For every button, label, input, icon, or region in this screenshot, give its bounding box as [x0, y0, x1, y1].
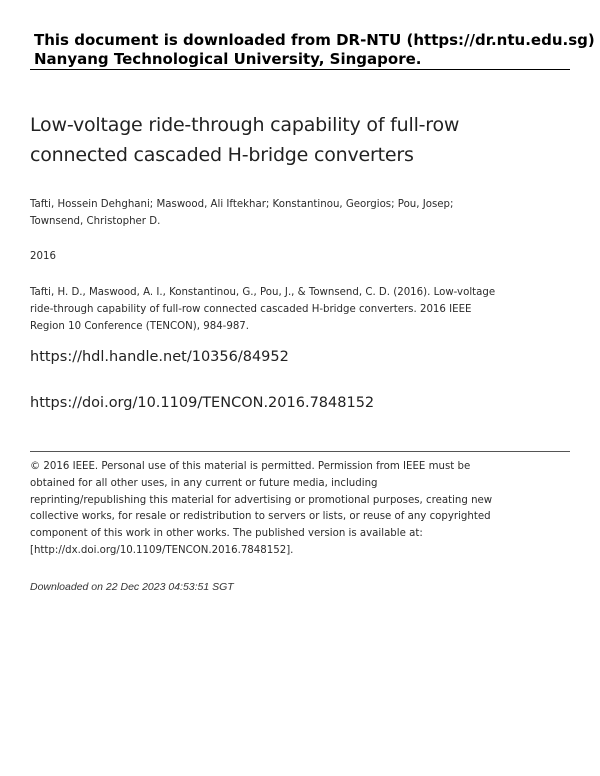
copyright-line-3: reprinting/republishing this material for advertising or promotional purposes, creating new [30, 494, 493, 506]
document-title [30, 110, 550, 170]
repository-header-line-2: Nanyang Technological University, Singapore. [34, 50, 422, 68]
citation-line-2: ride-through capability of full-row connected cascaded H-bridge converters. 2016 IEEE [30, 304, 472, 315]
citation-line-3: Region 10 Conference (TENCON), 984-987. [30, 321, 250, 332]
handle-link[interactable]: https://hdl.handle.net/10356/84952 [30, 349, 289, 365]
copyright-notice [30, 459, 492, 560]
copyright-line-1: © 2016 IEEE. Personal use of this material is permitted. Permission from IEEE must be [30, 461, 471, 472]
copyright-line-5: component of this work in other works. The published version is available at: [30, 528, 423, 540]
citation-line-1: Tafti, H. D., Maswood, A. I., Konstantinou, G., Pou, J., & Townsend, C. D. (2016). Low-voltage [30, 287, 496, 298]
download-timestamp: Downloaded on 22 Dec 2023 04:53:51 SGT [30, 581, 234, 593]
publication-year-text: 2016 [30, 251, 56, 262]
doi-link[interactable]: https://doi.org/10.1109/TENCON.2016.7848152 [30, 395, 375, 411]
repository-header-line-1: This document is downloaded from DR-NTU (https://dr.ntu.edu.sg) [34, 31, 595, 49]
document-title-line-1: Low-voltage ride-through capability of full-row [30, 114, 460, 136]
author-list-line-1: Tafti, Hossein Dehghani; Maswood, Ali Iftekhar; Konstantinou, Georgios; Pou, Josep; [30, 199, 454, 210]
copyright-line-4: collective works, for resale or redistribution to servers or lists, or reuse of any copyrighted [30, 511, 491, 523]
copyright-line-6[interactable]: [http://dx.doi.org/10.1109/TENCON.2016.7848152]. [30, 544, 294, 556]
author-list-line-2: Townsend, Christopher D. [30, 216, 161, 227]
author-list [30, 196, 453, 230]
header-divider [30, 69, 570, 70]
publication-year [30, 248, 56, 265]
copyright-line-2: obtained for all other uses, in any current or future media, including [30, 477, 378, 489]
section-divider [30, 451, 570, 452]
citation [30, 284, 495, 335]
document-title-line-2: connected cascaded H-bridge converters [30, 144, 414, 166]
repository-header [34, 31, 595, 69]
